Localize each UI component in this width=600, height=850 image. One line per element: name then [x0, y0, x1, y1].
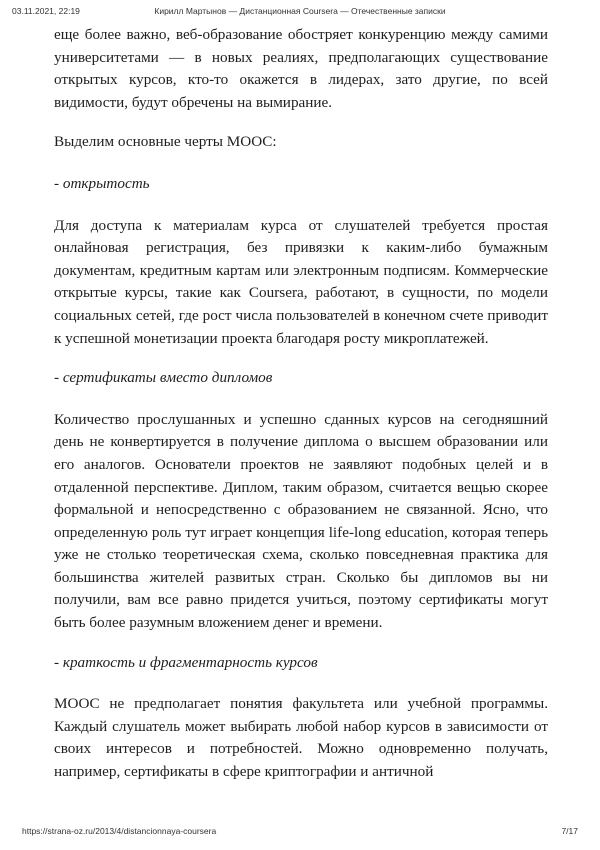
print-page-title: Кирилл Мартынов — Дистанционная Coursera — Отечественные записки — [154, 6, 446, 16]
section-heading-openness-text: - открытость — [54, 174, 150, 192]
article-body — [54, 24, 548, 784]
source-url: https://strana-oz.ru/2013/4/distancionnaya-coursera — [22, 826, 217, 836]
section-heading-certificates — [54, 367, 548, 390]
print-footer — [22, 826, 578, 840]
section-heading-certificates-text: - сертификаты вместо дипломов — [54, 369, 273, 387]
paragraph-brevity: MOOC не предполагает понятия факультета или учебной программы. Каждый слушатель может выбирать любой набор курсов в зависимости от своих интересов и потребностей. Можно одновременно получать, например, сертификаты в сфере криптографии и античной — [54, 695, 548, 781]
paragraph-openness: Для доступа к материалам курса от слушателей требуется простая онлайновая регистрация, без привязки к каким-либо бумажным документам, кредитным картам или электронным подписям. Коммерческие открытые курсы, такие как Coursera, работают, в сущности, по модели социальных сетей, где рост числа пользователей в конечном счете приводит к успешной монетизации проекта благодаря росту микроплатежей. — [54, 216, 548, 347]
section-heading-brevity — [54, 652, 548, 675]
print-header — [12, 6, 588, 20]
section-heading-openness — [54, 173, 548, 196]
section-heading-brevity-text: - краткость и фрагментарность курсов — [54, 653, 318, 671]
print-date: 03.11.2021, 22:19 — [12, 6, 80, 16]
page-number: 7/17 — [561, 826, 578, 836]
paragraph-certificates: Количество прослушанных и успешно сданных курсов на сегодняшний день не конвертируется в получение диплома о высшем образовании или его аналогов. Основатели проектов не заявляют подобных целей и в отдаленной перспективе. Диплом, таким образом, считается вещью скорее формальной и непосредственно с образованием не связанной. Ясно, что определенную роль тут играет концепция life-long education, которая теперь уже не столько теоретическая схема, сколько повседневная практика для большинства жителей развитых стран. Сколько бы дипломов вы ни получили, вам все равно придется учиться, поэтому сертификаты могут быть более разумным вложением денег и времени. — [54, 410, 548, 632]
paragraph-intro: еще более важно, веб-образование обостряет конкуренцию между самими университетами — в новых реалиях, предполагающих существование открытых курсов, кто-то окажется в лидерах, зато другие, по всей видимости, будут обречены на вымирание. — [54, 26, 548, 111]
paragraph-features-intro: Выделим основные черты MOOC: — [54, 133, 277, 151]
